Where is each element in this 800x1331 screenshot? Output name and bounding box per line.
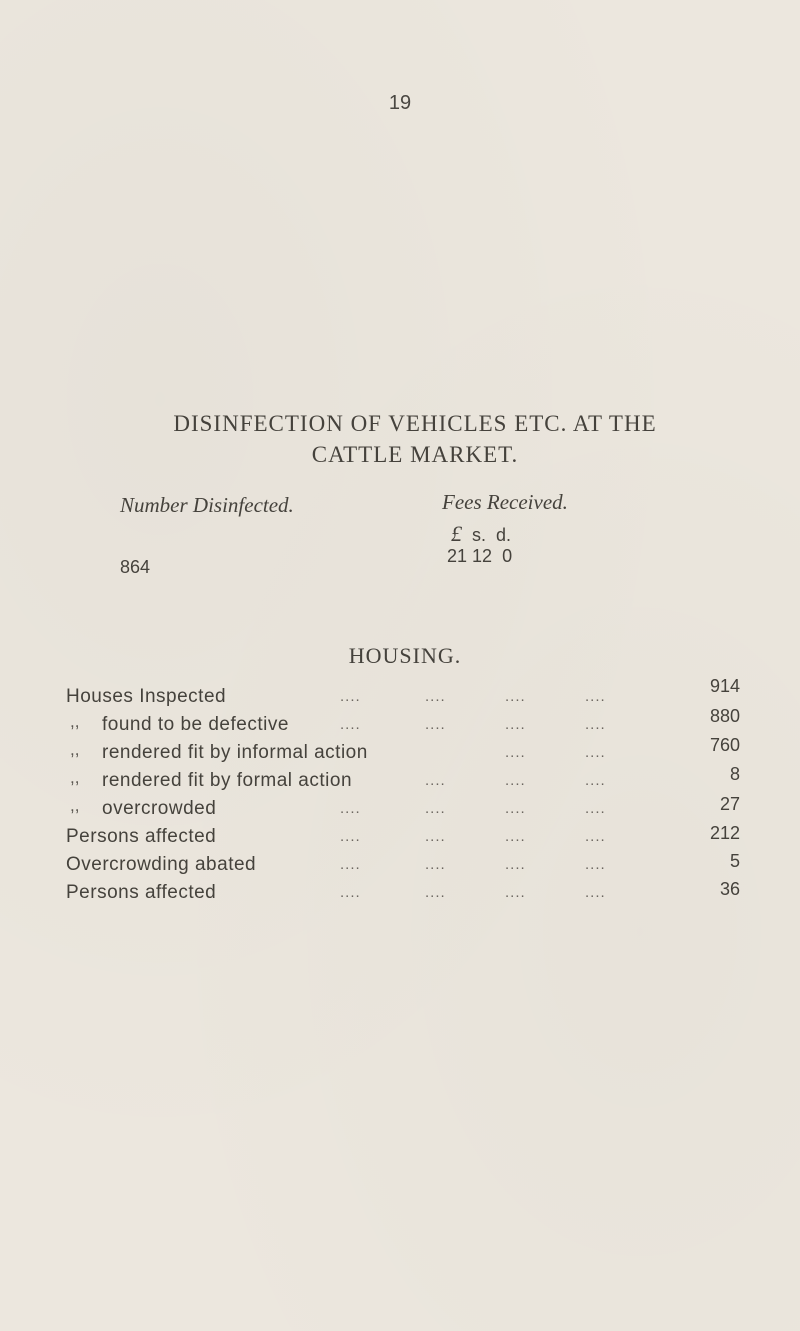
housing-row-value: 880 [709,706,740,726]
leader-dots: .... [425,772,446,789]
currency-units [451,521,511,547]
fees-pounds: 21 [447,546,468,566]
leader-dots: .... [505,744,526,761]
leader-dots: .... [425,688,446,705]
number-disinfected-label: Number Disinfected. [120,493,294,517]
housing-row-value: 914 [709,676,740,696]
leader-dots: .... [505,800,526,817]
number-disinfected-value: 864 [120,557,151,577]
housing-row-value: 36 [719,879,740,899]
fees-received-label: Fees Received. [442,490,568,514]
leader-dots: .... [425,800,446,817]
leader-dots: .... [585,856,606,873]
housing-row-label: Houses Inspected [66,686,227,707]
leader-dots: .... [425,884,446,901]
ditto-mark: ,, [70,796,80,815]
leader-dots: .... [505,828,526,845]
pounds-unit: £ [451,521,462,546]
leader-dots: .... [425,856,446,873]
ditto-mark: ,, [70,740,80,759]
housing-row-label: rendered fit by formal action [102,770,353,791]
housing-row-label: found to be defective [102,714,289,735]
housing-row-label: rendered fit by informal action [102,742,368,763]
housing-row-value: 5 [729,851,740,871]
housing-row-label: Persons affected [66,882,217,903]
ditto-mark: ,, [70,768,80,787]
leader-dots: .... [585,716,606,733]
leader-dots: .... [425,828,446,845]
leader-dots: .... [505,884,526,901]
leader-dots: .... [505,856,526,873]
leader-dots: .... [340,688,361,705]
leader-dots: .... [505,716,526,733]
fees-pence: 0 [502,546,513,566]
leader-dots: .... [340,884,361,901]
leader-dots: .... [505,772,526,789]
ditto-mark: ,, [70,712,80,731]
shillings-unit: s. [472,525,487,545]
housing-row-label: overcrowded [102,798,217,819]
disinfection-title-line2: CATTLE MARKET. [311,442,519,467]
leader-dots: .... [340,800,361,817]
housing-row-label: Persons affected [66,826,217,847]
leader-dots: .... [585,884,606,901]
leader-dots: .... [340,716,361,733]
housing-row-label: Overcrowding abated [66,854,257,875]
leader-dots: .... [585,828,606,845]
housing-row-value: 212 [709,823,740,843]
leader-dots: .... [340,856,361,873]
leader-dots: .... [505,688,526,705]
leader-dots: .... [425,716,446,733]
leader-dots: .... [585,744,606,761]
leader-dots: .... [585,772,606,789]
housing-row-value: 760 [709,735,740,755]
leader-dots: .... [340,828,361,845]
page-number: 19 [388,92,412,114]
fees-value [447,546,512,567]
fees-shillings: 12 [472,546,493,566]
leader-dots: .... [585,688,606,705]
housing-row-value: 8 [729,764,740,784]
housing-row-value: 27 [719,794,740,814]
leader-dots: .... [585,800,606,817]
disinfection-title-line1: DISINFECTION OF VEHICLES ETC. AT THE [173,411,657,436]
pence-unit: d. [496,525,512,545]
housing-title: HOUSING. [348,643,462,668]
